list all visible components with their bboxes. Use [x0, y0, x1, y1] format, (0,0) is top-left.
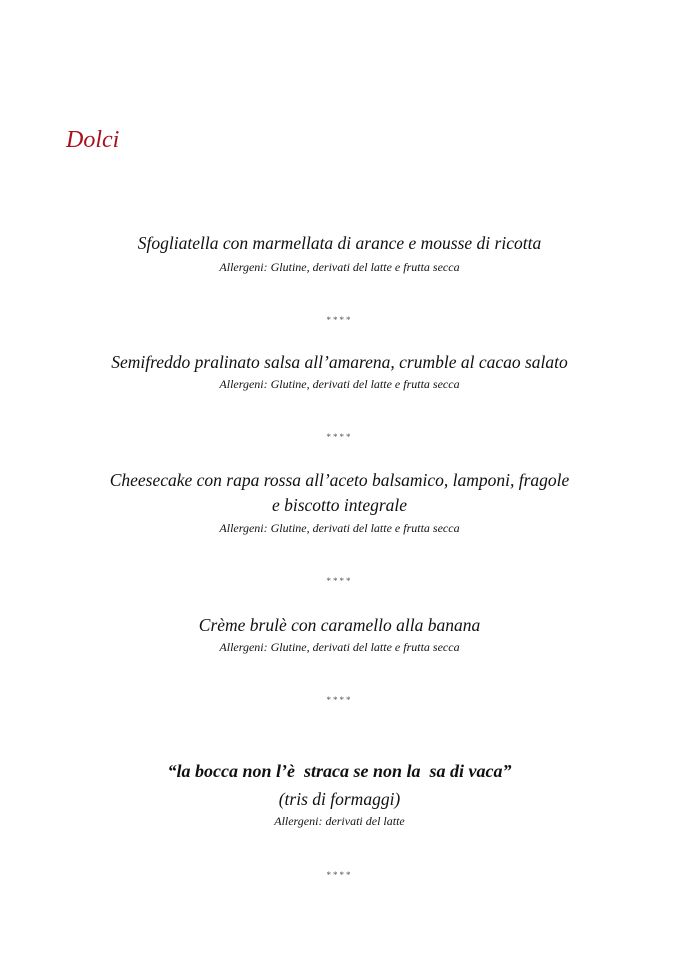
- allergens: Allergeni: Glutine, derivati del latte e frutta secca: [219, 521, 460, 535]
- separator: ****: [326, 870, 353, 880]
- allergens: Allergeni: derivati del latte: [274, 814, 405, 828]
- section-title: Dolci: [66, 127, 120, 153]
- separator: ****: [326, 315, 353, 325]
- dish-name-line-2: e biscotto integrale: [271, 495, 408, 515]
- separator: ****: [326, 576, 353, 586]
- allergens: Allergeni: Glutine, derivati del latte e frutta secca: [219, 377, 460, 391]
- separator: ****: [326, 695, 353, 705]
- dish-name: Cheesecake con rapa rossa all’aceto balsamico, lamponi, fragole: [109, 470, 570, 490]
- allergens: Allergeni: Glutine, derivati del latte e frutta secca: [219, 640, 460, 654]
- dish-subtitle: (tris di formaggi): [278, 789, 401, 809]
- separator: ****: [326, 432, 353, 442]
- dish-name: Sfogliatella con marmellata di arance e mousse di ricotta: [137, 233, 542, 253]
- dish-quote: “la bocca non l’è straca se non la sa di vaca”: [167, 761, 512, 781]
- dish-name: Crème brulè con caramello alla banana: [198, 615, 481, 635]
- allergens: Allergeni: Glutine, derivati del latte e frutta secca: [219, 260, 460, 274]
- dish-name: Semifreddo pralinato salsa all’amarena, crumble al cacao salato: [111, 352, 568, 372]
